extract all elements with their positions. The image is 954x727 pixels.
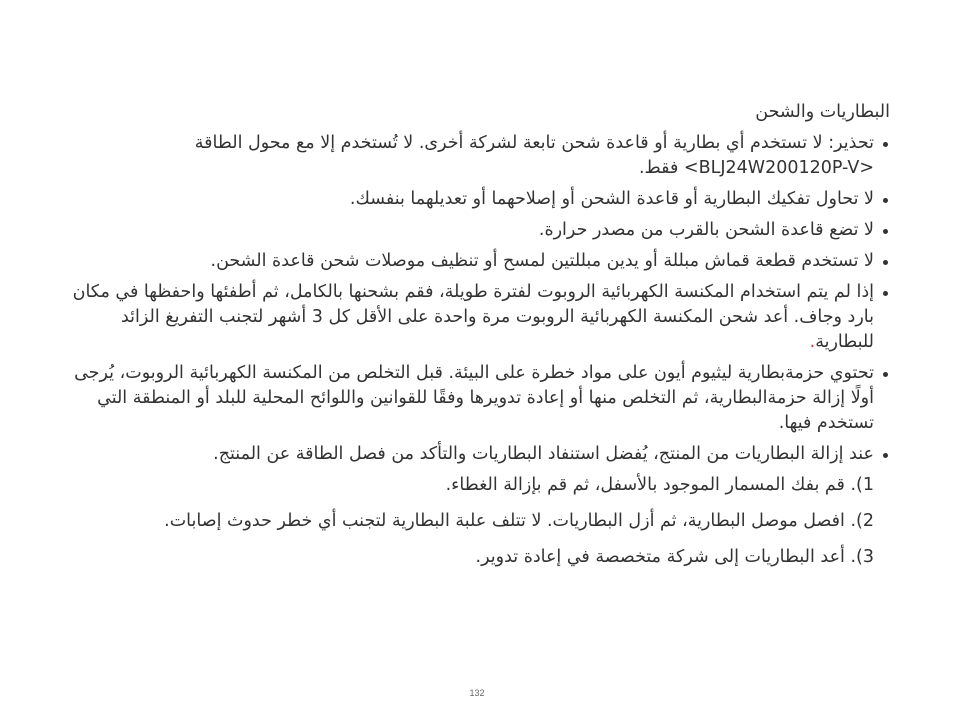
bullet-text: إذا لم يتم استخدام المكنسة الكهربائية الروبوت لفترة طويلة، فقم بشحنها بالكامل، ثم أطفئها واحفظها في مكان بارد وجاف. أعد شحن المكنسة الكهربائية الروبوت مرة واحدة على الأقل كل 3 أشهر لتجنب التفريغ الزائد للبطارية — [72, 282, 874, 352]
bullet-text: لا تستخدم قطعة قماش مبللة أو يدين مبللتين لمسح أو تنظيف موصلات شحن قاعدة الشحن. — [210, 251, 874, 271]
bullet-item-heat-source — [70, 218, 890, 243]
step-item-1: 1). قم بفك المسمار الموجود بالأسفل، ثم قم بإزالة الغطاء. — [445, 475, 874, 495]
removal-steps-list — [70, 473, 890, 570]
warnings-list — [70, 131, 890, 467]
step-item-3: 3). أعد البطاريات إلى شركة متخصصة في إعادة تدوير. — [475, 547, 874, 567]
bullet-item-wet-cloth — [70, 249, 890, 274]
bullet-item-disposal — [70, 361, 890, 436]
bullet-dot-icon — [883, 372, 888, 377]
bullet-text: لا تضع قاعدة الشحن بالقرب من مصدر حرارة. — [538, 220, 874, 240]
bullet-text: لا تحاول تفكيك البطارية أو قاعدة الشحن أو إصلاحهما أو تعديلهما بنفسك. — [349, 189, 874, 209]
bullet-dot-icon — [883, 291, 888, 296]
bullet-dot-icon — [883, 260, 888, 265]
step-item-2: 2). افصل موصل البطارية، ثم أزل البطاريات. لا تتلف علبة البطارية لتجنب أي خطر حدوث إصابات. — [164, 511, 874, 531]
bullet-item-removal — [70, 442, 890, 467]
page-number: 132 — [469, 688, 485, 698]
bullet-item-storage — [70, 280, 890, 355]
bullet-text: عند إزالة البطاريات من المنتج، يُفضل استنفاد البطاريات والتأكد من فصل الطاقة عن المنتج. — [213, 444, 874, 464]
bullet-text: تحذير: لا تستخدم أي بطارية أو قاعدة شحن تابعة لشركة أخرى. لا تُستخدم إلا مع محول الطاقة <BLJ24W200120P-V> فقط. — [194, 133, 874, 178]
bullet-dot-icon — [883, 198, 888, 203]
bullet-item-warning-adapter — [70, 131, 890, 181]
bullet-dot-icon — [883, 229, 888, 234]
battery-charging-section — [70, 99, 890, 581]
bullet-dot-icon — [883, 453, 888, 458]
bullet-text: تحتوي حزمةبطارية ليثيوم أيون على مواد خطرة على البيئة. قبل التخلص من المكنسة الكهربائية الروبوت، يُرجى أولًا إزالة حزمةالبطارية، ثم التخلص منها أو إعادة تدويرها وفقًا للقوانين واللوائح المحلية للبلد أو المنطقة التي تستخدم فيها. — [74, 363, 874, 433]
bullet-dot-icon — [883, 142, 888, 147]
bullet-item-no-disassembly — [70, 187, 890, 212]
section-heading: البطاريات والشحن — [755, 102, 890, 122]
bullet-end-period: . — [809, 332, 816, 352]
